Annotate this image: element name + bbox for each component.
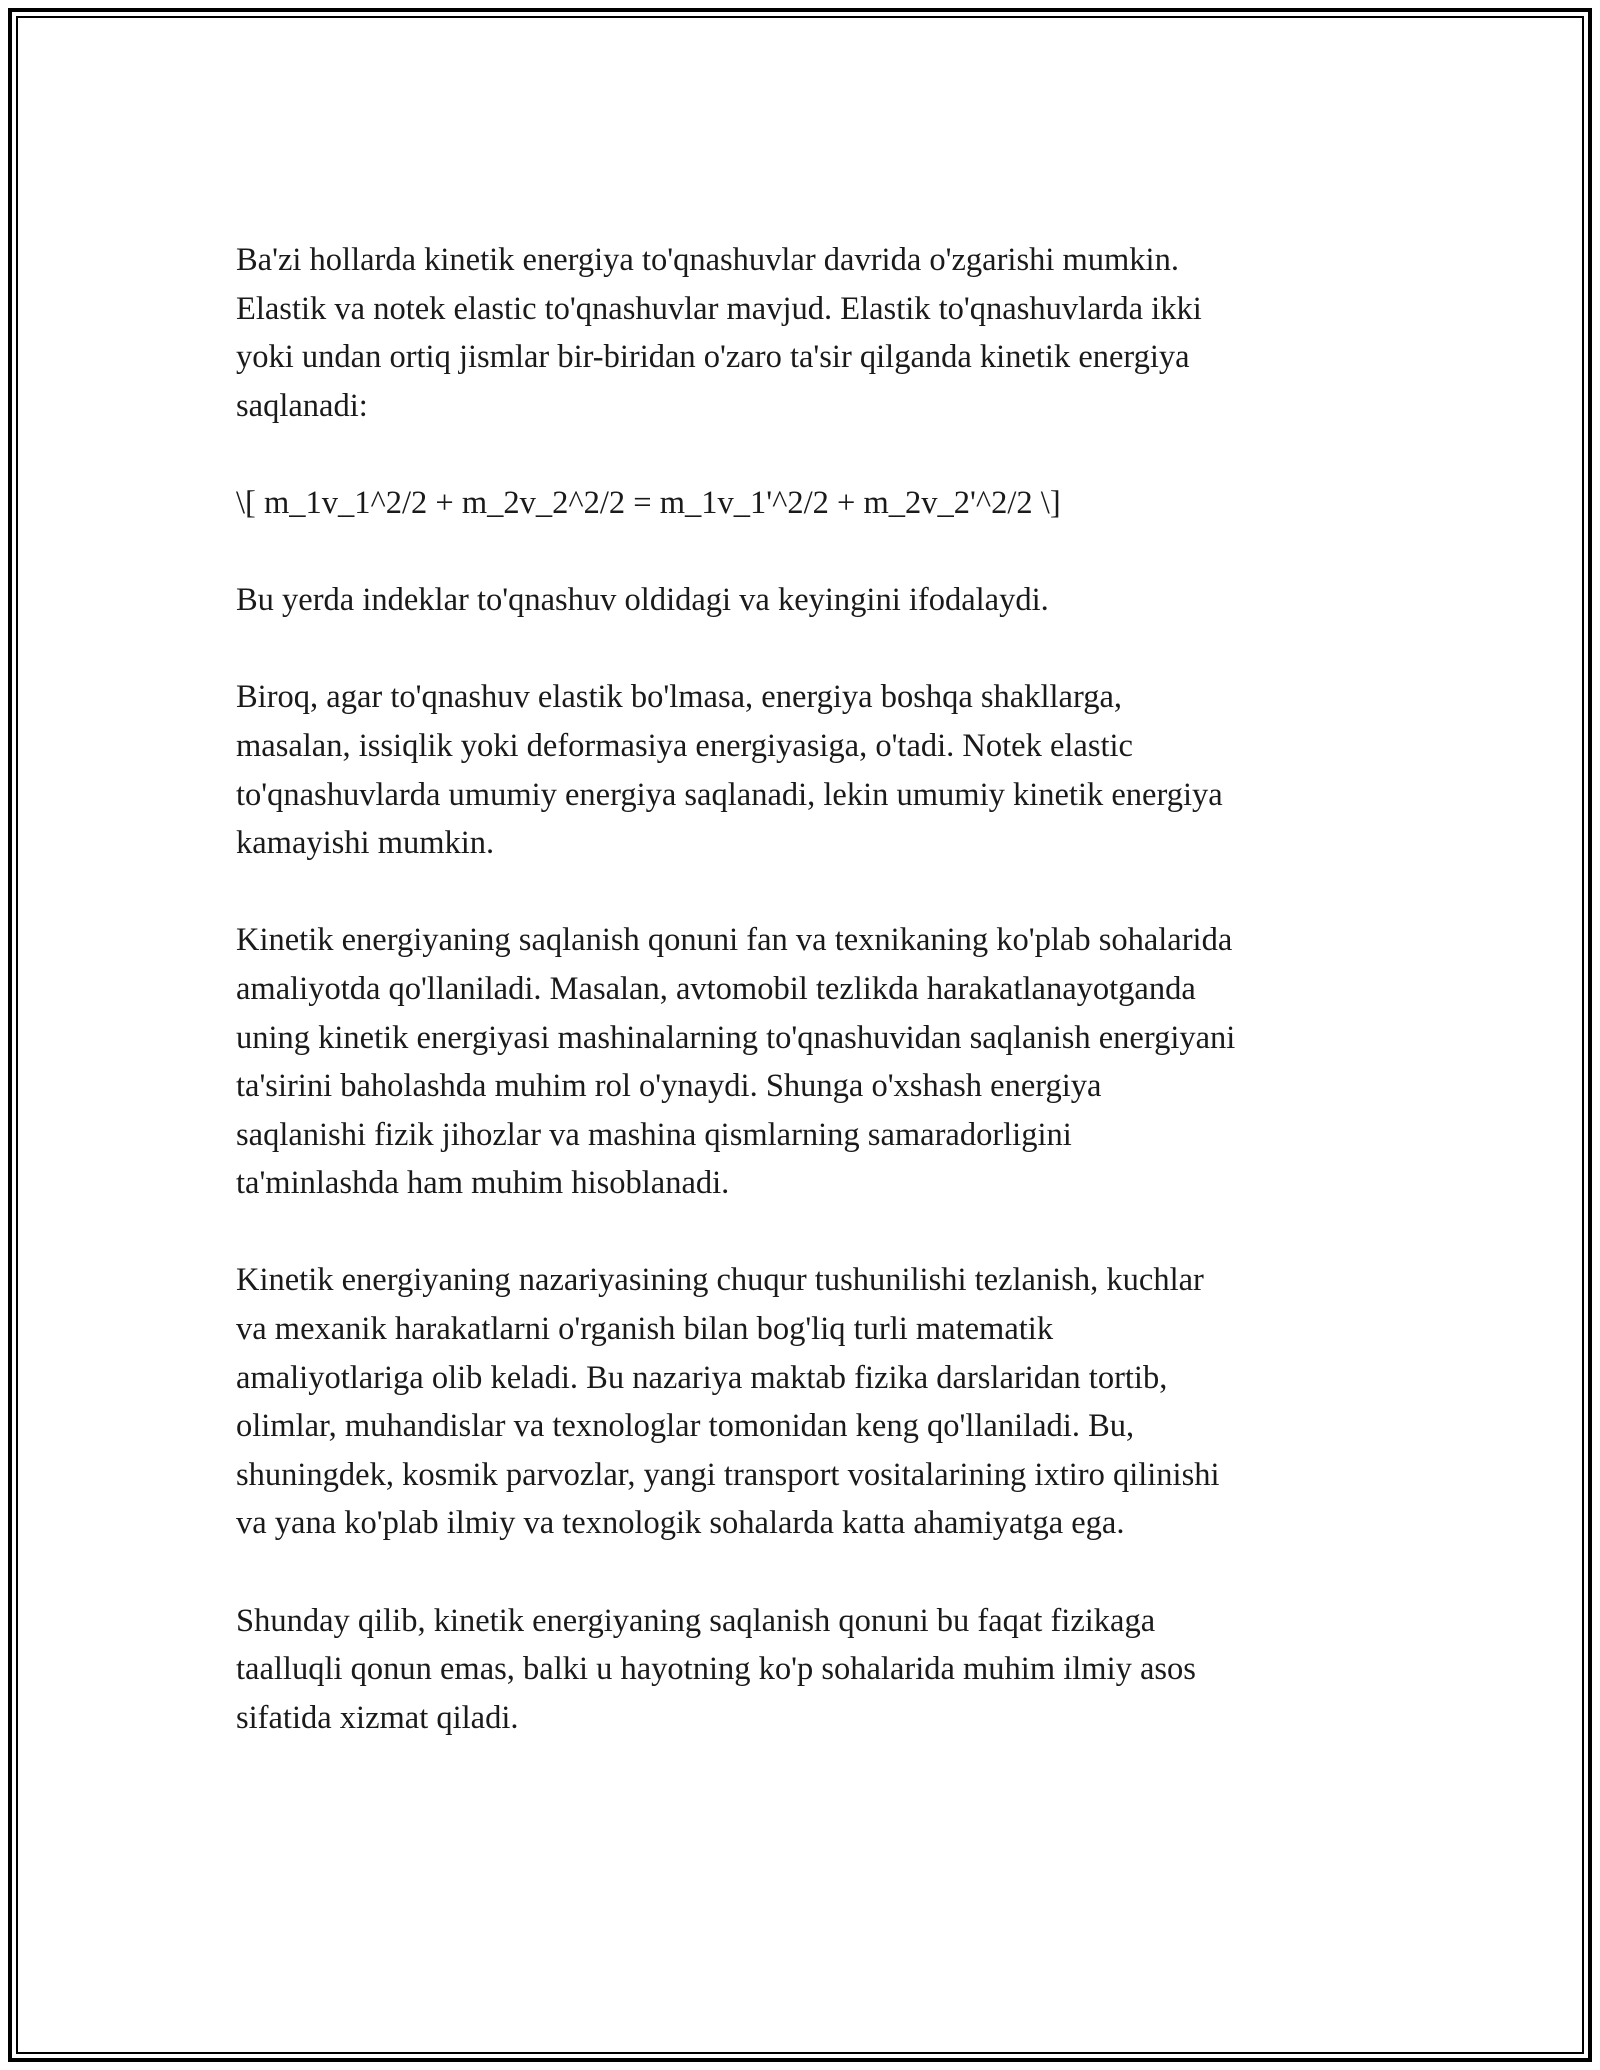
text-line: ta'sirini baholashda muhim rol o'ynaydi. Shunga o'xshash energiya xyxy=(236,1068,1102,1105)
text-line: masalan, issiqlik yoki deformasiya energiyasiga, o'tadi. Notek elastic xyxy=(236,727,1133,764)
text-line: Elastik va notek elastic to'qnashuvlar mavjud. Elastik to'qnashuvlarda ikki xyxy=(236,290,1202,327)
text-line: Bu yerda indeklar to'qnashuv oldidagi va keyingini ifodalaydi. xyxy=(236,582,1049,619)
paragraph-equation xyxy=(236,479,1396,528)
text-line: yoki undan ortiq jismlar bir-biridan o'zaro ta'sir qilganda kinetik energiya xyxy=(236,339,1190,376)
text-line: saqlanadi: xyxy=(236,387,368,424)
text-line: va mexanik harakatlarni o'rganish bilan bog'liq turli matematik xyxy=(236,1311,1054,1348)
paragraph-inelastic xyxy=(236,673,1396,867)
text-line: Kinetik energiyaning saqlanish qonuni fan va texnikaning ko'plab sohalarida xyxy=(236,922,1233,959)
paragraph-applications xyxy=(236,916,1396,1208)
text-line: Biroq, agar to'qnashuv elastik bo'lmasa, energiya boshqa shakllarga, xyxy=(236,679,1122,716)
text-line: Ba'zi hollarda kinetik energiya to'qnashuvlar davrida o'zgarishi mumkin. xyxy=(236,242,1179,278)
text-line: ta'minlashda ham muhim hisoblanadi. xyxy=(236,1165,730,1202)
text-line: taalluqli qonun emas, balki u hayotning ko'p sohalarida muhim ilmiy asos xyxy=(236,1651,1196,1688)
paragraph-conclusion xyxy=(236,1597,1396,1743)
text-line: Kinetik energiyaning nazariyasining chuqur tushunilishi tezlanish, kuchlar xyxy=(236,1262,1204,1299)
text-line: Shunday qilib, kinetik energiyaning saqlanish qonuni bu faqat fizikaga xyxy=(236,1602,1156,1639)
text-line: kamayishi mumkin. xyxy=(236,825,495,862)
text-line: sifatida xizmat qiladi. xyxy=(236,1699,519,1736)
text-line: va yana ko'plab ilmiy va texnologik sohalarda katta ahamiyatga ega. xyxy=(236,1505,1125,1542)
text-line: shuningdek, kosmik parvozlar, yangi transport vositalarining ixtiro qilinishi xyxy=(236,1456,1220,1493)
text-line: olimlar, muhandislar va texnologlar tomonidan keng qo'llaniladi. Bu, xyxy=(236,1408,1135,1445)
text-line: saqlanishi fizik jihozlar va mashina qismlarning samaradorligini xyxy=(236,1116,1072,1153)
paragraph-indices-note xyxy=(236,576,1396,625)
paragraph-theory xyxy=(236,1256,1396,1548)
paragraph-intro xyxy=(236,236,1396,430)
text-line: amaliyotda qo'llaniladi. Masalan, avtomobil tezlikda harakatlanayotganda xyxy=(236,970,1196,1007)
text-line: amaliyotlariga olib keladi. Bu nazariya maktab fizika darslaridan tortib, xyxy=(236,1359,1168,1396)
equation-text: \[ m_1v_1^2/2 + m_2v_2^2/2 = m_1v_1'^2/2 + m_2v_2'^2/2 \] xyxy=(236,484,1061,521)
text-line: to'qnashuvlarda umumiy energiya saqlanadi, lekin umumiy kinetik energiya xyxy=(236,776,1223,813)
text-line: uning kinetik energiyasi mashinalarning to'qnashuvidan saqlanish energiyani xyxy=(236,1019,1236,1056)
document-body xyxy=(236,236,1396,1791)
